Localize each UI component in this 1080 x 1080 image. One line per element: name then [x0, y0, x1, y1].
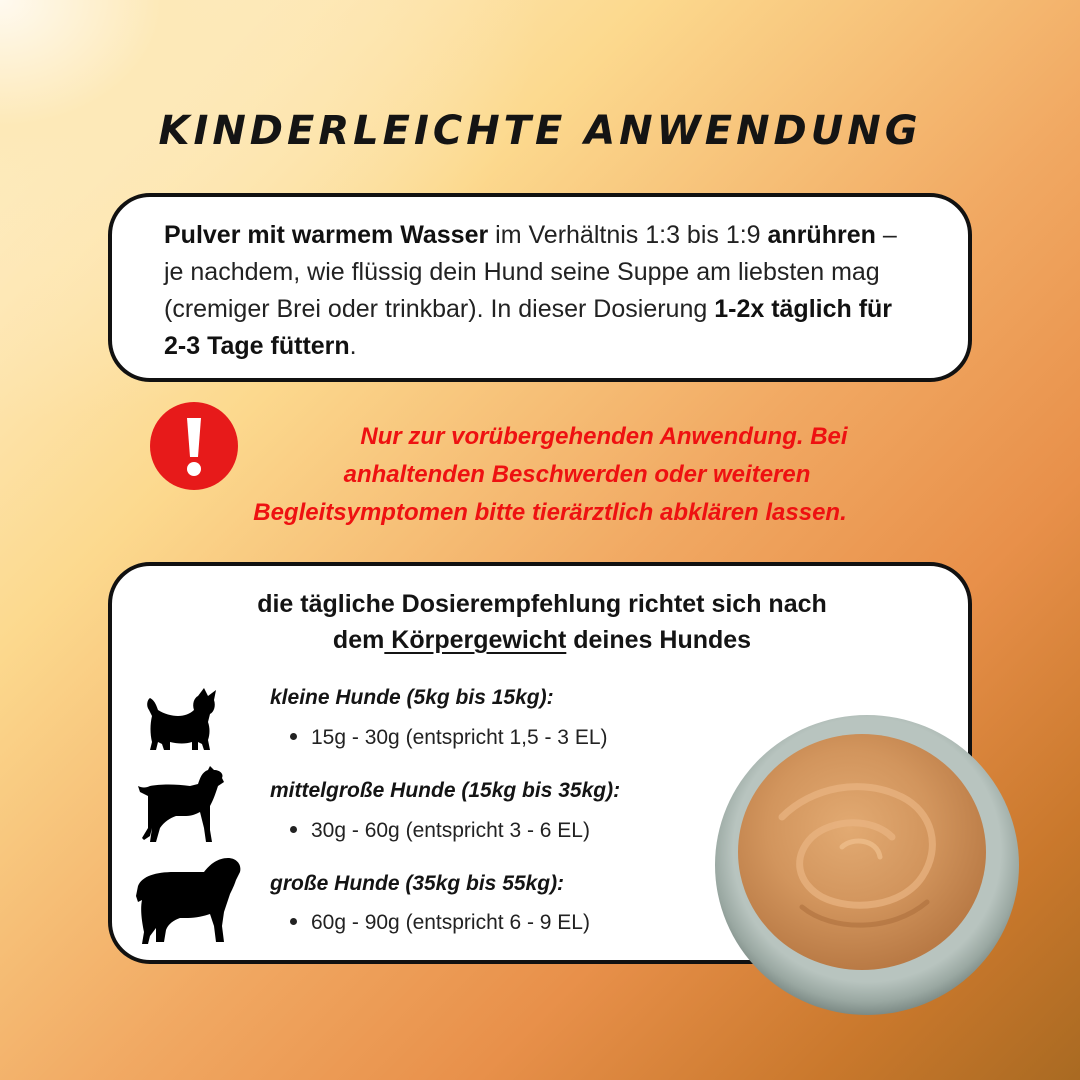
- group-medium-item: [290, 819, 590, 843]
- group-large-item: [290, 911, 590, 935]
- group-medium-item-text: 30g - 60g (entspricht 3 - 6 EL): [311, 819, 590, 842]
- soup-bowl-image: [712, 707, 1022, 1017]
- dosage-heading-line-1: die tägliche Dosierempfehlung richtet sich nach: [257, 590, 827, 618]
- small-dog-icon: [144, 684, 218, 754]
- instr-bold-2: anrühren: [767, 221, 876, 249]
- instr-bold-1: Pulver mit warmem Wasser: [164, 221, 489, 249]
- group-small-title: kleine Hunde (5kg bis 15kg):: [270, 686, 554, 709]
- dosage-heading: [112, 586, 972, 658]
- page-title: KINDERLEICHTE ANWENDUNG: [158, 108, 922, 154]
- instructions-box: [108, 193, 972, 382]
- dosage-heading-underlined: Körpergewicht: [384, 626, 567, 654]
- instr-text-1: im Verhältnis 1:3 bis 1:9: [488, 221, 768, 249]
- medium-dog-icon: [136, 766, 228, 846]
- group-large-item-text: 60g - 90g (entspricht 6 - 9 EL): [311, 911, 590, 934]
- group-small-item: [290, 726, 608, 750]
- group-large-title: große Hunde (35kg bis 55kg):: [270, 872, 565, 895]
- dosage-heading-post: deines Hundes: [566, 626, 752, 654]
- instr-text-2: – je nachdem, wie flüssig dein Hund seine Suppe am liebsten mag (cremiger Brei oder trinkbar). In dieser Dosierung: [164, 221, 897, 323]
- instr-bold-3: 1-2x täglich für 2-3 Tage füttern: [164, 295, 893, 360]
- large-dog-icon: [134, 856, 244, 946]
- bullet-icon: [290, 733, 297, 740]
- warning-line-2: anhaltenden Beschwerden oder weiteren: [343, 461, 811, 488]
- group-medium-title: mittelgroße Hunde (15kg bis 35kg):: [270, 779, 621, 802]
- warning-line-3: Begleitsymptomen bitte tierärztlich abklären lassen.: [253, 499, 847, 526]
- bullet-icon: [290, 826, 297, 833]
- group-small-item-text: 15g - 30g (entspricht 1,5 - 3 EL): [311, 726, 608, 749]
- dosage-heading-pre: dem: [332, 626, 385, 654]
- instructions-text: [164, 217, 918, 365]
- warning-text: [150, 418, 950, 532]
- instr-text-3: .: [349, 332, 357, 360]
- warning-line-1: Nur zur vorübergehenden Anwendung. Bei: [360, 423, 848, 450]
- bullet-icon: [290, 918, 297, 925]
